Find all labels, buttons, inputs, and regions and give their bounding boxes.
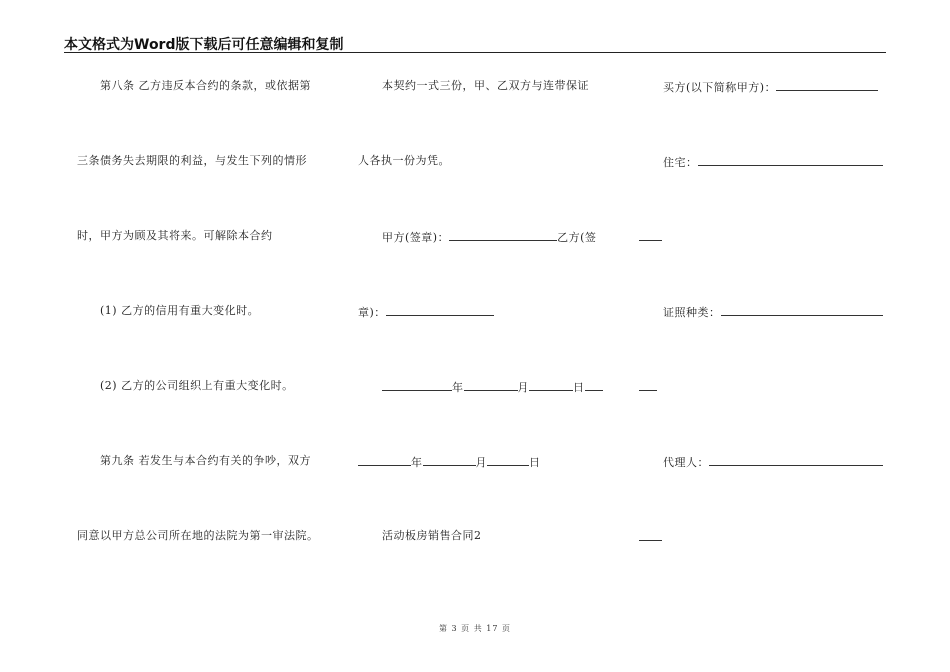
party-b-signature-label: 乙方(签 [557, 231, 597, 244]
copies-clause-line-1: 本契约一式三份，甲、乙双方与连带保证 [382, 79, 589, 92]
day-label: 日 [573, 381, 585, 394]
copies-clause-line-2: 人各执一份为凭。 [358, 154, 450, 167]
continuation-blank [639, 240, 662, 241]
article-8-line-2: 三条债务失去期限的利益，与发生下列的情形 [77, 154, 307, 167]
party-b-signature-line [358, 304, 494, 320]
day-label: 日 [529, 456, 541, 469]
date-line-1 [382, 379, 603, 395]
day-blank [529, 379, 573, 391]
article-9-line-2: 同意以甲方总公司所在地的法院为第一审法院。 [77, 529, 319, 542]
article-8-line-3: 时，甲方为顾及其将来。可解除本合约 [77, 229, 273, 242]
id-type-line [663, 304, 883, 320]
article-9-line-1: 第九条 若发生与本合约有关的争吵，双方 [100, 454, 311, 467]
residence-label: 住宅： [663, 156, 698, 169]
party-a-signature-line [382, 229, 596, 245]
buyer-line [663, 79, 878, 95]
id-type-label: 证照种类： [663, 306, 721, 319]
month-label: 月 [517, 381, 529, 394]
year-label: 年 [411, 456, 423, 469]
date-trailing-blank [585, 379, 603, 391]
year-label: 年 [452, 381, 464, 394]
agent-label: 代理人： [663, 456, 709, 469]
condition-2: (2) 乙方的公司组织上有重大变化时。 [100, 379, 294, 392]
month-blank [464, 379, 518, 391]
continuation-blank [639, 540, 662, 541]
page-footer: 第 3 页 共 17 页 [439, 624, 511, 633]
agent-blank [709, 454, 883, 466]
party-a-signature-blank [449, 229, 557, 241]
buyer-label: 买方(以下简称甲方)： [663, 81, 777, 94]
year-blank [358, 454, 411, 466]
month-blank [423, 454, 476, 466]
condition-1: (1) 乙方的信用有重大变化时。 [100, 304, 260, 317]
month-label: 月 [475, 456, 487, 469]
date-line-2 [358, 454, 541, 470]
day-blank [487, 454, 529, 466]
continuation-blank [639, 390, 657, 391]
header-divider [64, 52, 886, 53]
buyer-blank [776, 79, 878, 91]
agent-line [663, 454, 883, 470]
residence-blank [698, 154, 883, 166]
contract-2-title: 活动板房销售合同2 [382, 529, 482, 542]
party-a-signature-label: 甲方(签章)： [382, 231, 450, 244]
year-blank [382, 379, 452, 391]
document-header-title: 本文格式为Word版下载后可任意编辑和复制 [64, 37, 344, 53]
id-type-blank [721, 304, 883, 316]
party-b-signature-blank [386, 304, 494, 316]
party-b-signature-label-end: 章)： [358, 306, 386, 319]
article-8-line-1: 第八条 乙方违反本合约的条款，或依据第 [100, 79, 311, 92]
residence-line [663, 154, 883, 170]
